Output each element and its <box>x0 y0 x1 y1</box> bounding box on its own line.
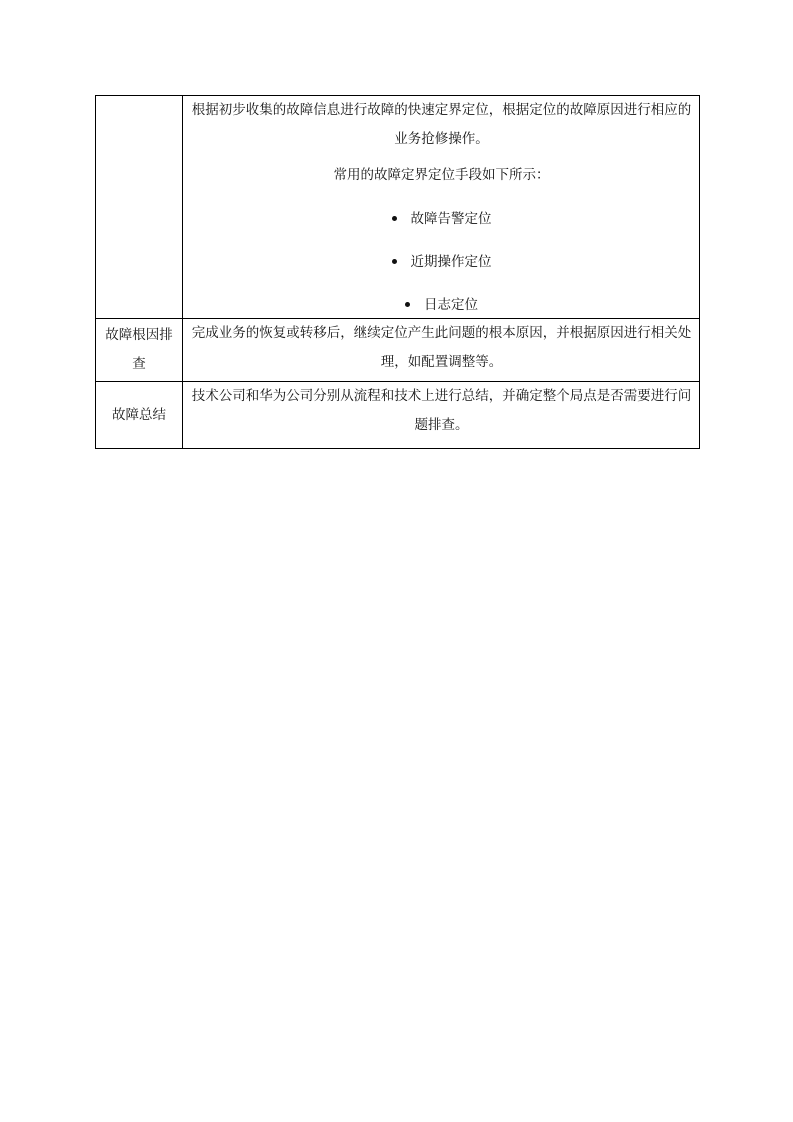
list-item <box>190 198 693 241</box>
bullet-icon <box>405 302 410 307</box>
table-row <box>96 318 699 381</box>
list-item-label: 近期操作定位 <box>410 254 492 270</box>
method-list <box>190 198 693 327</box>
step-name-cell <box>96 319 183 381</box>
step-name: 故障根因排查 <box>105 327 173 372</box>
description-paragraph: 技术公司和华为公司分别从流程和技术上进行总结，并确定整个局点是否需要进行问题排查。 <box>191 388 692 433</box>
step-description-cell <box>183 96 699 318</box>
description-paragraph: 根据初步收集的故障信息进行故障的快速定界定位，根据定位的故障原因进行相应的业务抢修操作。 <box>191 102 692 147</box>
description-paragraph: 常用的故障定界定位手段如下所示： <box>333 167 550 183</box>
step-name-cell <box>96 96 183 318</box>
description-paragraph: 完成业务的恢复或转移后，继续定位产生此问题的根本原因，并根据原因进行相关处理，如配置调整等。 <box>191 325 692 370</box>
procedure-table <box>95 95 700 449</box>
table-row <box>96 96 699 318</box>
bullet-icon <box>392 216 397 221</box>
list-item-label: 日志定位 <box>424 297 478 313</box>
bullet-icon <box>392 259 397 264</box>
step-description-cell <box>183 382 699 448</box>
table-row <box>96 381 699 448</box>
step-name-cell <box>96 382 183 448</box>
step-name: 故障总结 <box>112 406 166 423</box>
step-description-cell <box>183 319 699 381</box>
list-item-label: 故障告警定位 <box>410 211 492 227</box>
list-item <box>190 241 693 284</box>
